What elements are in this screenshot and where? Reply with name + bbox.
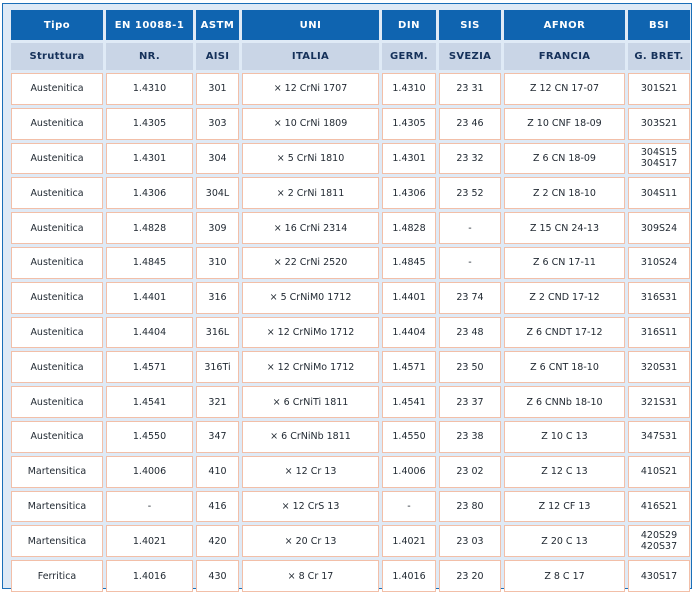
- table-row: [11, 212, 690, 244]
- cell-en10088: 1.4550: [106, 421, 193, 453]
- cell-uni: × 20 Cr 13: [242, 525, 379, 557]
- header-tipo: Tipo: [11, 10, 103, 40]
- cell-uni: × 12 CrNiMo 1712: [242, 317, 379, 349]
- cell-astm: 301: [196, 73, 239, 105]
- cell-tipo: Ferritica: [11, 560, 103, 592]
- header-afnor: AFNOR: [504, 10, 625, 40]
- cell-sis: 23 03: [439, 525, 501, 557]
- table-row: [11, 143, 690, 175]
- cell-tipo: Martensitica: [11, 456, 103, 488]
- cell-uni: × 22 CrNi 2520: [242, 247, 379, 279]
- header-astm: ASTM: [196, 10, 239, 40]
- cell-en10088: 1.4541: [106, 386, 193, 418]
- cell-sis: 23 38: [439, 421, 501, 453]
- cell-afnor: Z 12 CF 13: [504, 491, 625, 523]
- table-row: [11, 73, 690, 105]
- table-row: [11, 282, 690, 314]
- cell-bsi: 309S24: [628, 212, 690, 244]
- cell-din: 1.4306: [382, 177, 436, 209]
- cell-bsi: 316S11: [628, 317, 690, 349]
- cell-afnor: Z 8 C 17: [504, 560, 625, 592]
- table-row: [11, 317, 690, 349]
- cell-bsi: 301S21: [628, 73, 690, 105]
- cell-en10088: 1.4571: [106, 351, 193, 383]
- cell-sis: 23 02: [439, 456, 501, 488]
- cell-afnor: Z 20 C 13: [504, 525, 625, 557]
- table-row: [11, 108, 690, 140]
- cell-bsi: 320S31: [628, 351, 690, 383]
- cell-afnor: Z 12 CN 17-07: [504, 73, 625, 105]
- cell-tipo: Austenitica: [11, 317, 103, 349]
- cell-din: 1.4571: [382, 351, 436, 383]
- cell-sis: 23 32: [439, 143, 501, 175]
- standard-header-row: [11, 10, 690, 40]
- subheader-bsi: G. BRET.: [628, 43, 690, 70]
- cell-din: 1.4845: [382, 247, 436, 279]
- cell-din: 1.4550: [382, 421, 436, 453]
- cell-astm: 347: [196, 421, 239, 453]
- cell-en10088: 1.4016: [106, 560, 193, 592]
- cell-afnor: Z 6 CNNb 18-10: [504, 386, 625, 418]
- subheader-sis: SVEZIA: [439, 43, 501, 70]
- cell-uni: × 5 CrNiM0 1712: [242, 282, 379, 314]
- cell-din: 1.4310: [382, 73, 436, 105]
- subheader-tipo: Struttura: [11, 43, 103, 70]
- cell-afnor: Z 6 CN 17-11: [504, 247, 625, 279]
- cell-line: 304S17: [640, 158, 678, 170]
- cell-bsi: [628, 525, 690, 557]
- cell-din: 1.4006: [382, 456, 436, 488]
- cell-en10088: -: [106, 491, 193, 523]
- cell-uni: × 6 CrNiTi 1811: [242, 386, 379, 418]
- cell-bsi: 303S21: [628, 108, 690, 140]
- cell-en10088: 1.4404: [106, 317, 193, 349]
- cell-bsi: 410S21: [628, 456, 690, 488]
- cell-tipo: Austenitica: [11, 108, 103, 140]
- subheader-en10088: NR.: [106, 43, 193, 70]
- cell-tipo: Austenitica: [11, 247, 103, 279]
- cell-uni: × 12 CrNi 1707: [242, 73, 379, 105]
- cell-astm: 304L: [196, 177, 239, 209]
- table-row: [11, 456, 690, 488]
- cell-astm: 430: [196, 560, 239, 592]
- cell-din: 1.4305: [382, 108, 436, 140]
- cell-bsi: 321S31: [628, 386, 690, 418]
- cell-sis: 23 20: [439, 560, 501, 592]
- header-uni: UNI: [242, 10, 379, 40]
- cell-din: 1.4021: [382, 525, 436, 557]
- cell-sis: -: [439, 247, 501, 279]
- cell-tipo: Austenitica: [11, 421, 103, 453]
- cell-astm: 410: [196, 456, 239, 488]
- table-body: [11, 73, 690, 592]
- header-din: DIN: [382, 10, 436, 40]
- cell-line: 420S37: [640, 541, 678, 553]
- cell-uni: × 12 CrS 13: [242, 491, 379, 523]
- header-sis: SIS: [439, 10, 501, 40]
- cell-astm: 310: [196, 247, 239, 279]
- cell-uni: × 5 CrNi 1810: [242, 143, 379, 175]
- cell-en10088: 1.4021: [106, 525, 193, 557]
- cell-din: 1.4301: [382, 143, 436, 175]
- cell-sis: -: [439, 212, 501, 244]
- cell-uni: × 12 CrNiMo 1712: [242, 351, 379, 383]
- cell-uni: × 2 CrNi 1811: [242, 177, 379, 209]
- cell-astm: 416: [196, 491, 239, 523]
- cell-afnor: Z 6 CNT 18-10: [504, 351, 625, 383]
- cell-tipo: Martensitica: [11, 491, 103, 523]
- cell-sis: 23 37: [439, 386, 501, 418]
- cell-astm: 321: [196, 386, 239, 418]
- cell-tipo: Austenitica: [11, 282, 103, 314]
- cell-din: 1.4404: [382, 317, 436, 349]
- table-row: [11, 177, 690, 209]
- cell-sis: 23 52: [439, 177, 501, 209]
- cell-tipo: Martensitica: [11, 525, 103, 557]
- table-row: [11, 351, 690, 383]
- cell-sis: 23 80: [439, 491, 501, 523]
- table-row: [11, 525, 690, 557]
- cell-din: 1.4541: [382, 386, 436, 418]
- subheader-uni: ITALIA: [242, 43, 379, 70]
- cell-bsi: 430S17: [628, 560, 690, 592]
- cell-uni: × 12 Cr 13: [242, 456, 379, 488]
- cell-sis: 23 74: [439, 282, 501, 314]
- cell-tipo: Austenitica: [11, 177, 103, 209]
- cell-astm: 316L: [196, 317, 239, 349]
- cell-tipo: Austenitica: [11, 351, 103, 383]
- cell-astm: 316: [196, 282, 239, 314]
- steel-equivalence-table: [8, 7, 693, 595]
- cell-sis: 23 31: [439, 73, 501, 105]
- cell-bsi: 347S31: [628, 421, 690, 453]
- cell-sis: 23 50: [439, 351, 501, 383]
- cell-tipo: Austenitica: [11, 143, 103, 175]
- cell-din: 1.4401: [382, 282, 436, 314]
- cell-din: -: [382, 491, 436, 523]
- cell-afnor: Z 6 CNDT 17-12: [504, 317, 625, 349]
- cell-en10088: 1.4845: [106, 247, 193, 279]
- cell-tipo: Austenitica: [11, 386, 103, 418]
- header-en10088: EN 10088-1: [106, 10, 193, 40]
- steel-equivalence-table-frame: [2, 3, 692, 589]
- cell-din: 1.4828: [382, 212, 436, 244]
- subheader-afnor: FRANCIA: [504, 43, 625, 70]
- cell-tipo: Austenitica: [11, 212, 103, 244]
- cell-bsi: [628, 143, 690, 175]
- cell-en10088: 1.4306: [106, 177, 193, 209]
- cell-afnor: Z 10 CNF 18-09: [504, 108, 625, 140]
- table-row: [11, 491, 690, 523]
- cell-din: 1.4016: [382, 560, 436, 592]
- cell-bsi: 304S11: [628, 177, 690, 209]
- country-header-row: [11, 43, 690, 70]
- table-row: [11, 421, 690, 453]
- cell-uni: × 6 CrNiNb 1811: [242, 421, 379, 453]
- table-row: [11, 386, 690, 418]
- subheader-din: GERM.: [382, 43, 436, 70]
- cell-en10088: 1.4006: [106, 456, 193, 488]
- cell-astm: 420: [196, 525, 239, 557]
- cell-afnor: Z 12 C 13: [504, 456, 625, 488]
- cell-astm: 316Ti: [196, 351, 239, 383]
- cell-afnor: Z 2 CND 17-12: [504, 282, 625, 314]
- cell-en10088: 1.4305: [106, 108, 193, 140]
- table-row: [11, 560, 690, 592]
- cell-line: 304S15: [640, 147, 678, 159]
- subheader-astm: AISI: [196, 43, 239, 70]
- cell-sis: 23 46: [439, 108, 501, 140]
- cell-afnor: Z 15 CN 24-13: [504, 212, 625, 244]
- cell-line: 420S29: [640, 530, 678, 542]
- cell-afnor: Z 10 C 13: [504, 421, 625, 453]
- cell-en10088: 1.4301: [106, 143, 193, 175]
- cell-en10088: 1.4401: [106, 282, 193, 314]
- cell-en10088: 1.4828: [106, 212, 193, 244]
- cell-bsi: 310S24: [628, 247, 690, 279]
- cell-astm: 304: [196, 143, 239, 175]
- cell-uni: × 10 CrNi 1809: [242, 108, 379, 140]
- cell-astm: 309: [196, 212, 239, 244]
- cell-bsi: 316S31: [628, 282, 690, 314]
- cell-afnor: Z 6 CN 18-09: [504, 143, 625, 175]
- cell-sis: 23 48: [439, 317, 501, 349]
- cell-tipo: Austenitica: [11, 73, 103, 105]
- cell-uni: × 16 CrNi 2314: [242, 212, 379, 244]
- table-row: [11, 247, 690, 279]
- cell-uni: × 8 Cr 17: [242, 560, 379, 592]
- cell-en10088: 1.4310: [106, 73, 193, 105]
- cell-afnor: Z 2 CN 18-10: [504, 177, 625, 209]
- cell-astm: 303: [196, 108, 239, 140]
- cell-bsi: 416S21: [628, 491, 690, 523]
- header-bsi: BSI: [628, 10, 690, 40]
